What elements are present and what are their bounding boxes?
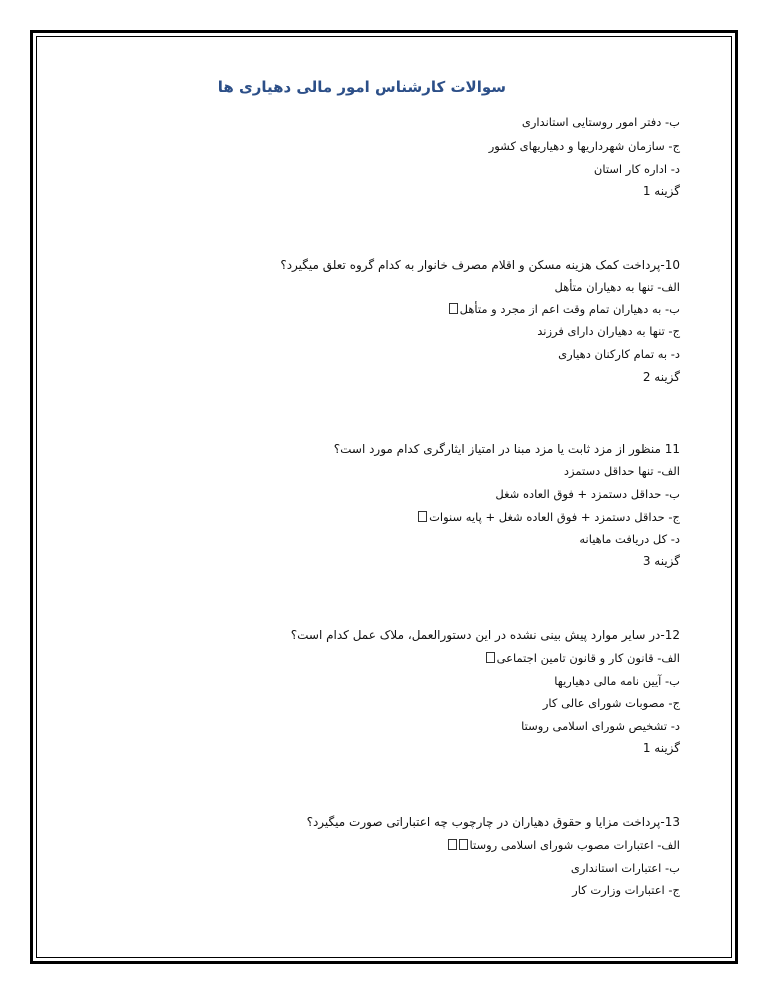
option-b: ب- دفتر امور روستایی استانداری <box>521 115 680 129</box>
answer-label: گزینه 1 <box>642 741 680 755</box>
option-d: د- به تمام کارکنان دهیاری <box>558 347 680 361</box>
option-d: د- تشخیص شورای اسلامی روستا <box>521 719 680 733</box>
option-d: د- اداره کار استان <box>593 162 680 176</box>
option-c: ج- سازمان شهرداریها و دهیاریهای کشور <box>488 139 680 153</box>
option-b: ب- آیین نامه مالی دهیاریها <box>554 674 680 688</box>
answer-label: گزینه 1 <box>642 184 680 198</box>
option-d: د- کل دریافت ماهیانه <box>579 532 680 546</box>
question-10: 10-پرداخت کمک هزینه مسکن و اقلام مصرف خانوار به کدام گروه تعلق میگیرد؟ <box>280 258 680 272</box>
option-b <box>449 301 680 317</box>
answer-label: گزینه 3 <box>642 554 680 568</box>
document-title: سوالات کارشناس امور مالی دهیاری ها <box>217 78 506 96</box>
option-a <box>448 837 681 853</box>
option-a <box>486 650 680 666</box>
option-b: ب- حداقل دستمزد + فوق العاده شغل <box>495 487 680 501</box>
option-text: ب- به دهیاران تمام وقت اعم از مجرد و متأهل <box>459 302 680 316</box>
option-a: الف- تنها به دهیاران متأهل <box>554 280 680 294</box>
option-c <box>418 509 680 525</box>
option-c: ج- تنها به دهیاران دارای فرزند <box>537 324 680 338</box>
question-13: 13-پرداخت مزایا و حقوق دهیاران در چارچوب چه اعتباراتی صورت میگیرد؟ <box>306 815 680 829</box>
option-text: الف- اعتبارات مصوب شورای اسلامی روستا <box>469 838 680 852</box>
question-11: 11 منظور از مزد ثابت یا مزد مبنا در امتیاز ایثارگری کدام مورد است؟ <box>333 442 680 456</box>
question-12: 12-در سایر موارد پیش بینی نشده در این دستورالعمل، ملاک عمل کدام است؟ <box>290 628 680 642</box>
checkbox-icon <box>418 511 427 522</box>
option-a: الف- تنها حداقل دستمزد <box>563 464 680 478</box>
option-text: الف- قانون کار و قانون تامین اجتماعی <box>496 651 680 665</box>
option-c: ج- مصوبات شورای عالی کار <box>542 696 680 710</box>
checkbox-icon <box>449 303 458 314</box>
checkbox-icon <box>486 652 495 663</box>
option-b: ب- اعتبارات استانداری <box>570 861 680 875</box>
answer-label: گزینه 2 <box>642 370 680 384</box>
checkbox-icon <box>448 839 457 850</box>
option-text: ج- حداقل دستمزد + فوق العاده شغل + پایه سنوات <box>429 510 680 524</box>
checkbox-icon <box>459 839 468 850</box>
option-c: ج- اعتبارات وزارت کار <box>572 883 680 897</box>
